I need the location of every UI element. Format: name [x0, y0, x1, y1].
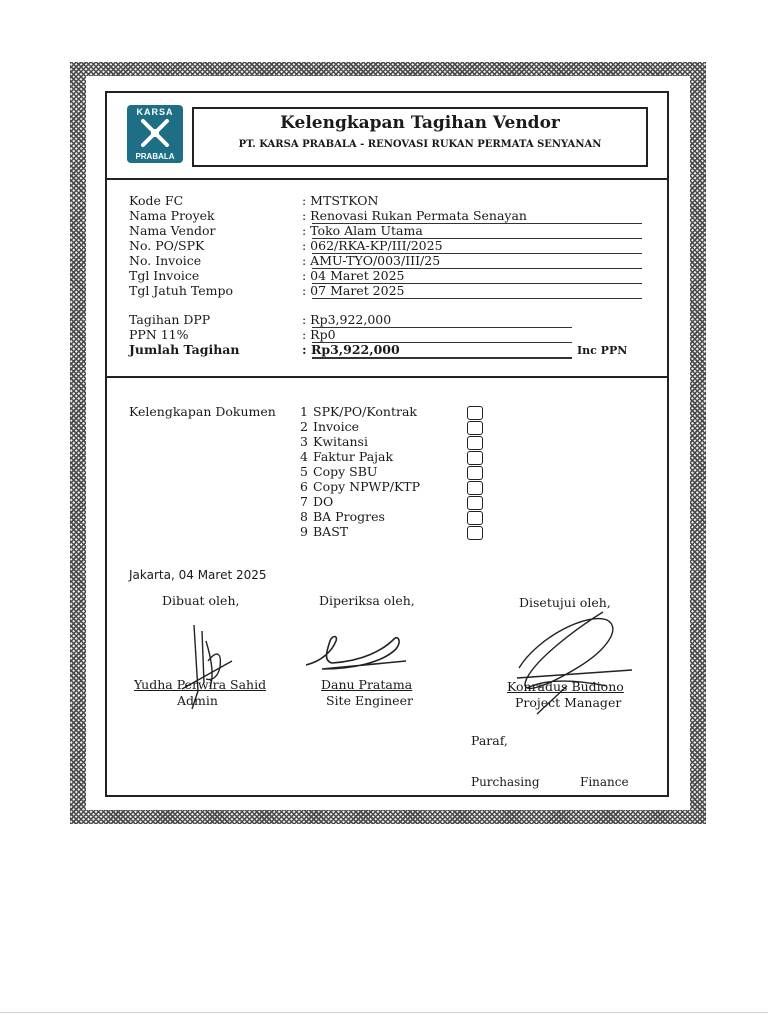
signer-name-project-manager: Konradus Budiono	[507, 679, 624, 694]
billing-label-dpp: Tagihan DPP	[129, 312, 211, 327]
info-value-nama-vendor: : Toko Alam Utama	[302, 223, 423, 238]
info-label-no-po: No. PO/SPK	[129, 238, 205, 253]
billing-value-dpp: : Rp3,922,000	[302, 312, 392, 327]
info-value-no-po: : 062/RKA-KP/III/2025	[302, 238, 443, 253]
billing-value-ppn: : Rp0	[302, 327, 336, 342]
signer-name-admin: Yudha Perwira Sahid	[134, 677, 267, 692]
page-bottom-edge	[0, 1012, 768, 1013]
form-box	[105, 91, 669, 797]
document-item: 9 BAST	[300, 524, 349, 539]
document-checkbox[interactable]	[467, 436, 483, 450]
paraf-finance: Finance	[580, 775, 629, 789]
title-box	[192, 107, 648, 167]
underline	[312, 357, 572, 359]
document-item: 5 Copy SBU	[300, 464, 378, 479]
info-divider	[107, 376, 667, 378]
signer-heading-approved: Disetujui oleh,	[519, 595, 611, 610]
company-logo	[127, 105, 183, 163]
document-checkbox[interactable]	[467, 466, 483, 480]
document-item: 6 Copy NPWP/KTP	[300, 479, 421, 494]
document-checkbox[interactable]	[467, 451, 483, 465]
document-item: 4 Faktur Pajak	[300, 449, 394, 464]
signer-role-project-manager: Project Manager	[515, 695, 622, 710]
info-value-nama-proyek: : Renovasi Rukan Permata Senayan	[302, 208, 527, 223]
info-value-tgl-invoice: : 04 Maret 2025	[302, 268, 405, 283]
underline	[312, 327, 572, 328]
document-item: 3 Kwitansi	[300, 434, 368, 449]
info-value-kode-fc: : MTSTKON	[302, 193, 379, 208]
document-checkbox[interactable]	[467, 526, 483, 540]
signer-name-site-engineer: Danu Pratama	[321, 677, 413, 692]
document-checkbox[interactable]	[467, 421, 483, 435]
info-label-tgl-invoice: Tgl Invoice	[129, 268, 200, 283]
inc-ppn-label: Inc PPN	[577, 344, 628, 357]
documents-label: Kelengkapan Dokumen	[129, 404, 276, 419]
document-title: Kelengkapan Tagihan Vendor	[280, 113, 560, 133]
signature-site-engineer	[302, 631, 412, 681]
billing-label-ppn: PPN 11%	[129, 327, 189, 342]
document-item: 2 Invoice	[300, 419, 359, 434]
document-checkbox[interactable]	[467, 496, 483, 510]
document-checkbox[interactable]	[467, 481, 483, 495]
signer-role-site-engineer: Site Engineer	[326, 693, 413, 708]
signer-heading-created: Dibuat oleh,	[162, 593, 240, 608]
document-inner	[86, 76, 690, 810]
document-subtitle: PT. KARSA PRABALA - RENOVASI RUKAN PERMATA SENYANAN	[238, 139, 602, 150]
document-item: 8 BA Progres	[300, 509, 385, 524]
signer-heading-checked: Diperiksa oleh,	[319, 593, 415, 608]
paraf-label: Paraf,	[471, 733, 508, 748]
info-value-no-invoice: : AMU-TYO/003/III/25	[302, 253, 441, 268]
info-label-no-invoice: No. Invoice	[129, 253, 202, 268]
logo-top-text: KARSA	[136, 107, 174, 117]
place-date: Jakarta, 04 Maret 2025	[129, 568, 267, 582]
logo-bottom-text: PRABALA	[135, 152, 175, 161]
info-value-tgl-jatuh-tempo: : 07 Maret 2025	[302, 283, 405, 298]
document-checkbox[interactable]	[467, 406, 483, 420]
underline	[312, 298, 642, 299]
billing-label-total: Jumlah Tagihan	[129, 342, 240, 357]
info-label-nama-proyek: Nama Proyek	[129, 208, 215, 223]
document-item: 7 DO	[300, 494, 334, 509]
document-checkbox[interactable]	[467, 511, 483, 525]
document-item: 1 SPK/PO/Kontrak	[300, 404, 417, 419]
info-label-tgl-jatuh-tempo: Tgl Jatuh Tempo	[129, 283, 234, 298]
info-label-nama-vendor: Nama Vendor	[129, 223, 216, 238]
paraf-purchasing: Purchasing	[471, 775, 540, 789]
document-border	[70, 62, 706, 824]
header-divider	[107, 178, 667, 180]
logo-mark-icon	[141, 119, 169, 147]
info-label-kode-fc: Kode FC	[129, 193, 184, 208]
billing-value-total: : Rp3,922,000	[302, 342, 400, 357]
signer-role-admin: Admin	[177, 693, 218, 708]
